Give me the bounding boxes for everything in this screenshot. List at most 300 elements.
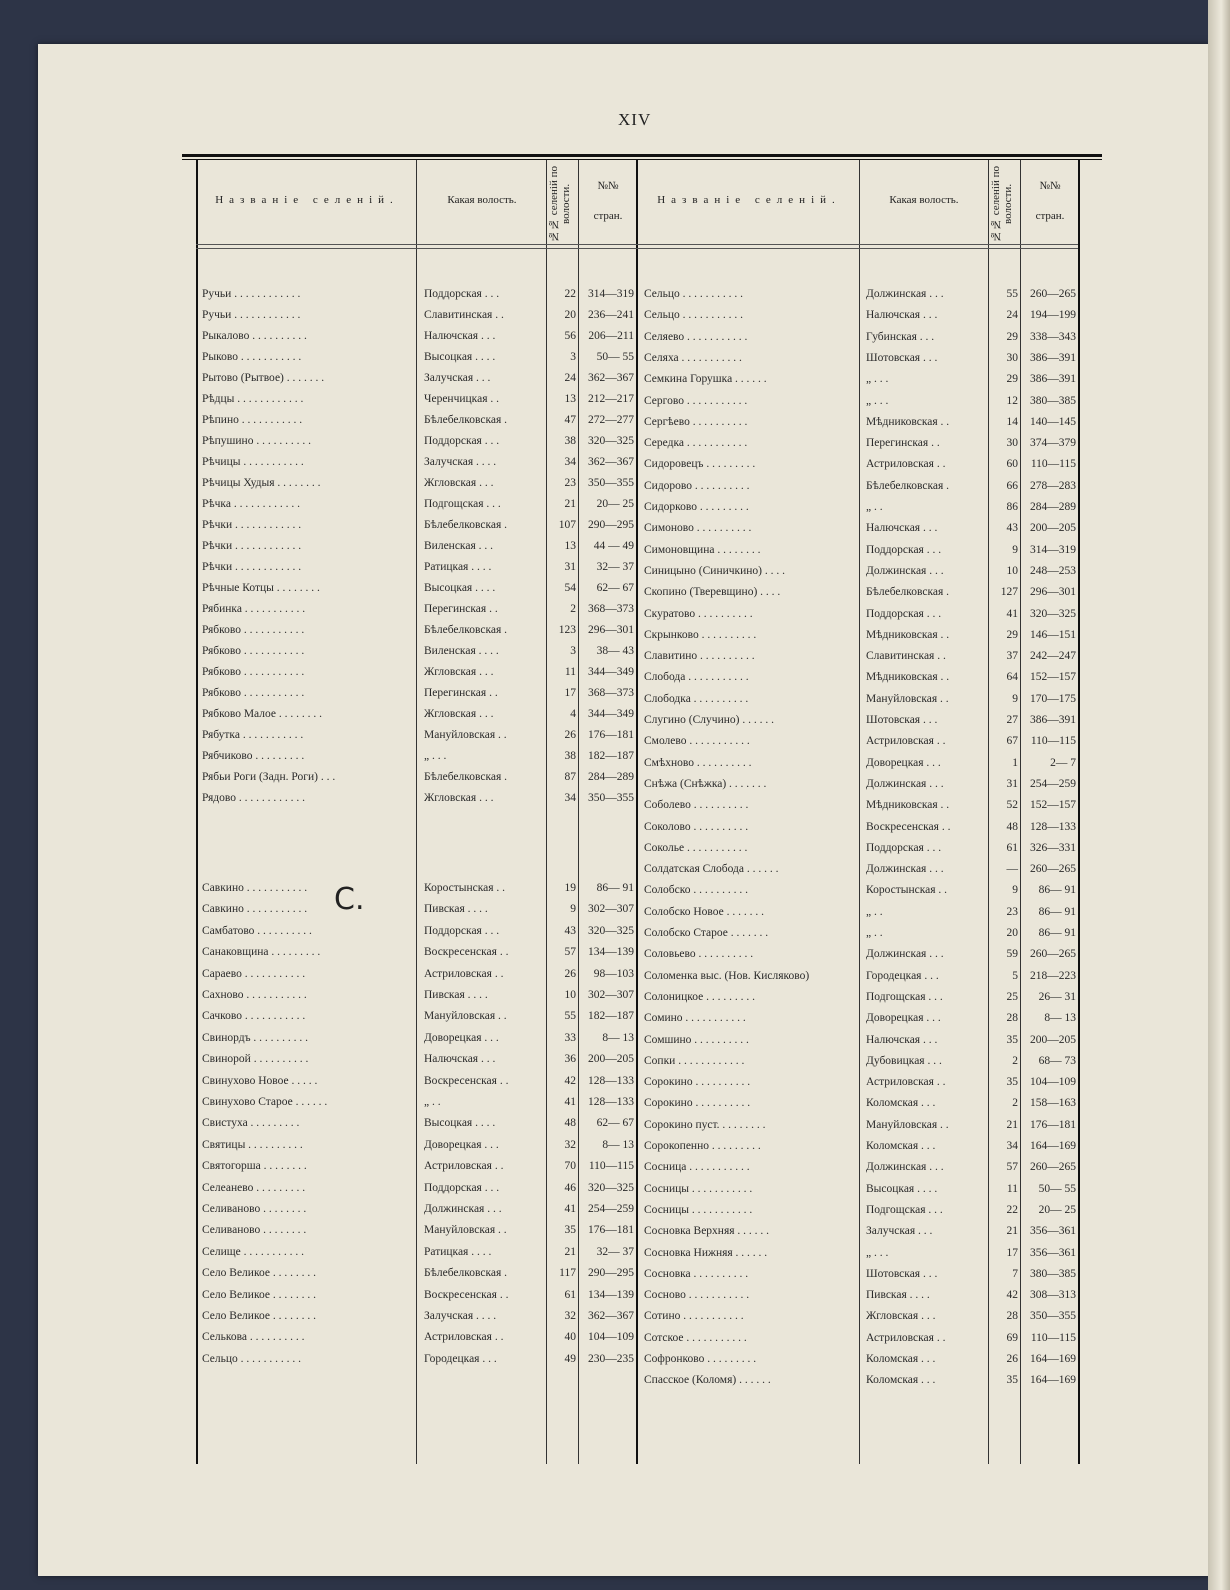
volost-name: Перегинская . .	[866, 437, 940, 450]
header-rule-2	[196, 248, 1078, 249]
volost-name: Жгловская . . .	[424, 708, 494, 720]
village-number: 31	[564, 561, 576, 573]
village-name: Семкина Горушка . . . . . .	[644, 373, 767, 386]
page-range: 86— 91	[1038, 905, 1076, 918]
village-number: 1	[1012, 756, 1018, 769]
village-name: Село Великое . . . . . . . .	[202, 1288, 316, 1301]
table-row	[198, 899, 634, 919]
village-name: Рытово (Рытвое) . . . . . . .	[202, 372, 325, 384]
column-divider-middle	[636, 160, 638, 1464]
village-number: 35	[1006, 1374, 1018, 1387]
volost-name: Ратицкая . . . .	[424, 561, 492, 573]
village-name: Рыкалово . . . . . . . . . .	[202, 330, 307, 342]
village-number: 46	[564, 1181, 576, 1194]
village-number: 38	[564, 750, 576, 762]
table-row	[198, 878, 634, 898]
village-number: 42	[564, 1074, 576, 1087]
village-number: 87	[564, 771, 576, 783]
page-range: 254—259	[1030, 777, 1076, 790]
village-name: Свинухово Старое . . . . . .	[202, 1096, 328, 1108]
village-number: 34	[564, 456, 576, 468]
village-name: Сосново . . . . . . . . . . .	[644, 1289, 750, 1302]
page-range: 200—205	[1030, 522, 1076, 535]
page-range: 20— 25	[1038, 1203, 1076, 1216]
volost-name: Мануйловская . .	[866, 1118, 949, 1131]
table-row	[198, 788, 634, 808]
village-number: 20	[564, 309, 576, 321]
village-name: Сопки . . . . . . . . . . . .	[644, 1054, 745, 1067]
volost-name: Астриловская . .	[424, 1160, 504, 1173]
village-name: Сорокино . . . . . . . . . .	[644, 1076, 751, 1089]
village-number: 107	[558, 519, 576, 531]
village-number: 30	[1006, 351, 1018, 364]
table-row	[198, 942, 634, 962]
village-name: Рѣчки . . . . . . . . . . . .	[202, 540, 302, 552]
village-number: 32	[564, 1138, 576, 1151]
village-name: Сидорово . . . . . . . . . .	[644, 479, 750, 492]
table-row	[640, 284, 1076, 304]
table-row	[198, 1199, 634, 1219]
table-row	[198, 347, 634, 367]
village-number: 12	[1006, 394, 1018, 407]
volost-name: „ . .	[866, 927, 883, 939]
page-range: 254—259	[588, 1203, 634, 1215]
table-row	[198, 1113, 634, 1133]
village-number: 21	[1006, 1118, 1018, 1131]
table-row	[198, 431, 634, 451]
page-range: 110—115	[1030, 458, 1076, 471]
village-name: Снѣжа (Снѣжка) . . . . . . .	[644, 777, 767, 790]
village-name: Сельцо . . . . . . . . . . .	[644, 309, 744, 322]
page-range: 320—325	[588, 924, 634, 937]
page-range: 86— 91	[1038, 927, 1076, 939]
page-range: 20— 25	[596, 498, 634, 510]
volost-name: Поддорская . . .	[424, 1181, 500, 1194]
village-name: Сосница . . . . . . . . . . .	[644, 1161, 750, 1174]
village-name: Скуратово . . . . . . . . . .	[644, 607, 753, 620]
volost-name: Шотовская . . .	[866, 714, 938, 726]
village-name: Свистуха . . . . . . . . .	[202, 1117, 300, 1130]
village-number: 35	[1006, 1076, 1018, 1089]
table-row	[640, 1285, 1076, 1305]
village-name: Святицы . . . . . . . . . .	[202, 1138, 303, 1151]
table-row	[198, 368, 634, 388]
village-name: Самбатово . . . . . . . . . .	[202, 924, 312, 937]
page-range: 386—391	[1030, 714, 1076, 726]
volost-name: Пивская . . . .	[424, 989, 488, 1001]
volost-name: Должинская . . .	[866, 863, 944, 876]
volost-name: Поддорская . . .	[424, 288, 500, 300]
page-range: 350—355	[1030, 1310, 1076, 1323]
volost-name: Налючская . . .	[866, 1033, 938, 1046]
header-name-right: Названіе селеній.	[657, 194, 841, 206]
volost-name: Жгловская . . .	[424, 477, 494, 489]
village-number: 9	[1012, 543, 1018, 556]
village-name: Рѣчки . . . . . . . . . . . .	[202, 561, 302, 573]
volost-name: Налючская . . .	[424, 330, 496, 342]
page-range: 350—355	[588, 477, 634, 489]
page-range: 98—103	[593, 967, 634, 980]
village-name: Сосницы . . . . . . . . . . .	[644, 1203, 753, 1216]
village-number: 17	[564, 687, 576, 699]
village-name: Рѣдцы . . . . . . . . . . . .	[202, 393, 304, 405]
table-row	[198, 284, 634, 304]
village-name: Соколово . . . . . . . . . .	[644, 820, 749, 833]
table-row	[198, 1156, 634, 1176]
table-row	[198, 494, 634, 514]
header-volost-right: Какая волость.	[889, 194, 959, 206]
village-number: 123	[558, 624, 576, 636]
table-row	[198, 1285, 634, 1305]
table-row	[640, 795, 1076, 815]
page-range: 356—361	[1030, 1225, 1076, 1238]
village-name: Рѣчка . . . . . . . . . . . .	[202, 498, 300, 510]
village-name: Соколье . . . . . . . . . . .	[644, 841, 748, 854]
village-name: Сахново . . . . . . . . . . .	[202, 989, 307, 1001]
table-row	[640, 391, 1076, 411]
village-name: Рѣчицы . . . . . . . . . . .	[202, 456, 304, 468]
table-row	[640, 667, 1076, 687]
page-range: 164—169	[1030, 1140, 1076, 1152]
village-number: 26	[564, 729, 576, 741]
page-range: 110—115	[1030, 735, 1076, 748]
village-number: 9	[1012, 884, 1018, 897]
page-range: 362—367	[588, 456, 634, 468]
table-row	[198, 578, 634, 598]
village-name: Рябинка . . . . . . . . . . .	[202, 603, 306, 615]
page-range: 320—325	[1030, 607, 1076, 620]
village-number: 4	[570, 708, 576, 720]
village-number: 26	[1006, 1353, 1018, 1365]
village-name: Скопино (Тверевщино) . . . .	[644, 586, 781, 599]
village-number: 70	[564, 1160, 576, 1173]
village-name: Рябково . . . . . . . . . . .	[202, 666, 305, 678]
village-name: Рѣпино . . . . . . . . . . .	[202, 414, 303, 426]
volost-name: Подгощская . . .	[866, 1203, 943, 1216]
village-number: 55	[564, 1010, 576, 1023]
volost-name: Мануйловская . .	[424, 1010, 507, 1023]
table-row	[640, 1200, 1076, 1220]
page-range: 176—181	[588, 1224, 634, 1237]
page-range: 50— 55	[596, 351, 634, 363]
village-name: Сорокино пуст. . . . . . . . .	[644, 1118, 766, 1131]
village-number: 34	[1006, 1140, 1018, 1152]
table-row	[640, 1115, 1076, 1135]
page-range: 62— 67	[596, 582, 634, 594]
volost-name: Налючская . . .	[866, 309, 938, 322]
section-letter: С.	[334, 882, 365, 917]
village-name: Сараево . . . . . . . . . . .	[202, 967, 306, 980]
page-range: 128—133	[588, 1096, 634, 1108]
village-number: 41	[564, 1096, 576, 1108]
table-row	[640, 561, 1076, 581]
village-name: Селяха . . . . . . . . . . .	[644, 351, 742, 364]
table-row	[640, 944, 1076, 964]
table-row	[198, 641, 634, 661]
page-range: 326—331	[1030, 841, 1076, 854]
volost-name: Астриловская . .	[866, 458, 946, 471]
page-range: 140—145	[1030, 415, 1076, 428]
volost-name: Мануйловская . .	[424, 1224, 507, 1237]
volost-name: Перегинская . .	[424, 603, 498, 615]
village-number: —	[1006, 863, 1018, 876]
village-number: 66	[1006, 479, 1018, 492]
table-row	[198, 1135, 634, 1155]
page-range: 182—187	[588, 1010, 634, 1023]
volost-name: Доворецкая . . .	[424, 1031, 499, 1044]
village-name: Софронково . . . . . . . . .	[644, 1353, 757, 1365]
page-range: 284—289	[588, 771, 634, 783]
village-number: 57	[564, 946, 576, 959]
village-name: Соболево . . . . . . . . . .	[644, 799, 749, 812]
village-name: Рябчиково . . . . . . . . .	[202, 750, 305, 762]
page-range: 194—199	[1030, 309, 1076, 322]
volost-name: Мѣдниковская . .	[866, 628, 950, 641]
table-row	[640, 923, 1076, 943]
volost-name: Залучская . . . .	[424, 1310, 497, 1322]
page-range: 314—319	[1030, 543, 1076, 556]
page-range: 8— 13	[602, 1031, 634, 1044]
volost-name: Астриловская . .	[866, 1076, 946, 1089]
table-row	[198, 1092, 634, 1112]
village-name: Сорокопенно . . . . . . . . .	[644, 1140, 761, 1152]
page-range: 2— 7	[1050, 756, 1076, 769]
page-range: 308—313	[1030, 1289, 1076, 1302]
table-row	[640, 305, 1076, 325]
village-name: Селяево . . . . . . . . . . .	[644, 330, 748, 343]
village-number: 43	[1006, 522, 1018, 535]
village-number: 37	[1006, 650, 1018, 663]
village-number: 11	[564, 666, 576, 678]
village-name: Рябьи Роги (Задн. Роги) . . .	[202, 771, 336, 783]
village-name: Святогорша . . . . . . . .	[202, 1160, 307, 1173]
table-row	[640, 966, 1076, 986]
volost-name: Залучская . . .	[866, 1225, 933, 1238]
table-row	[198, 473, 634, 493]
page-range: 110—115	[588, 1160, 634, 1173]
page-range: 152—157	[1030, 799, 1076, 812]
page-number: XIV	[618, 110, 652, 129]
header-pages-top: №№	[597, 180, 619, 192]
village-name: Сотино . . . . . . . . . . .	[644, 1310, 744, 1323]
volost-name: Жгловская . . .	[424, 792, 494, 804]
village-name: Рѣчки . . . . . . . . . . . .	[202, 519, 302, 531]
table-row	[640, 454, 1076, 474]
page-range: 380—385	[1030, 1267, 1076, 1280]
village-name: Солобско Старое . . . . . . .	[644, 927, 769, 939]
page-range: 338—343	[1030, 330, 1076, 343]
table-row	[640, 1370, 1076, 1390]
page-range: 374—379	[1030, 437, 1076, 450]
village-name: Слугино (Случино) . . . . . .	[644, 714, 774, 726]
page-range: 314—319	[588, 288, 634, 300]
table-row	[640, 753, 1076, 773]
volost-name: „ . . .	[866, 373, 889, 386]
page-range: 284—289	[1030, 501, 1076, 513]
page-range: 86— 91	[596, 882, 634, 894]
volost-name: Доворецкая . . .	[866, 1012, 941, 1025]
village-number: 35	[1006, 1033, 1018, 1046]
volost-name: Коломская . . .	[866, 1374, 936, 1387]
village-name: Симоновщина . . . . . . . .	[644, 543, 761, 556]
header-volost: Какая волость.	[447, 194, 517, 206]
village-name: Рябково . . . . . . . . . . .	[202, 645, 305, 657]
table-row	[198, 1242, 634, 1262]
page-range: 386—391	[1030, 351, 1076, 364]
volost-name: Подгощская . . .	[424, 498, 501, 510]
volost-name: Залучская . . . .	[424, 456, 497, 468]
page-range: 134—139	[588, 1288, 634, 1301]
volost-name: Поддорская . . .	[866, 543, 942, 556]
village-name: Ручьи . . . . . . . . . . . .	[202, 309, 301, 321]
volost-name: Бѣлебелковская .	[866, 586, 950, 599]
village-number: 23	[564, 477, 576, 489]
page-range: 128—133	[588, 1074, 634, 1087]
village-number: 22	[564, 288, 576, 300]
village-number: 26	[564, 967, 576, 980]
page-range: 32— 37	[596, 561, 634, 573]
village-name: Солобско Новое . . . . . . .	[644, 905, 764, 918]
volost-name: „ . . .	[866, 1246, 889, 1259]
table-row	[640, 476, 1076, 496]
table-row	[640, 817, 1076, 837]
village-name: Село Великое . . . . . . . .	[202, 1310, 316, 1322]
page-range: 296—301	[1030, 586, 1076, 599]
village-name: Савкино . . . . . . . . . . .	[202, 903, 308, 916]
table-row	[198, 683, 634, 703]
table-row	[640, 838, 1076, 858]
page-range: 182—187	[588, 750, 634, 762]
top-rule-thin	[182, 159, 1102, 160]
village-name: Сотское . . . . . . . . . . .	[644, 1331, 747, 1344]
volost-name: Коростынская . .	[424, 882, 506, 894]
table-row	[640, 433, 1076, 453]
table-row	[198, 921, 634, 941]
village-number: 56	[564, 330, 576, 342]
volost-name: Поддорская . . .	[866, 841, 942, 854]
table-row	[198, 452, 634, 472]
village-number: 48	[564, 1117, 576, 1130]
volost-name: Бѣлебелковская .	[424, 519, 508, 531]
table-row	[198, 1327, 634, 1347]
table-row	[198, 964, 634, 984]
volost-name: Коломская . . .	[866, 1353, 936, 1365]
volost-name: Воскресенская . .	[866, 820, 951, 833]
volost-name: Астриловская . .	[866, 735, 946, 748]
volost-name: Виленская . . . .	[424, 645, 499, 657]
table-row	[198, 305, 634, 325]
village-number: 25	[1006, 990, 1018, 1003]
table-row	[640, 518, 1076, 538]
village-number: 117	[559, 1267, 576, 1280]
volost-name: Астриловская . .	[424, 967, 504, 980]
page-range: 230—235	[588, 1352, 634, 1365]
page-range: 128—133	[1030, 820, 1076, 833]
page-range: 110—115	[1030, 1331, 1076, 1344]
page-range: 260—265	[1030, 863, 1076, 876]
page-range: 320—325	[588, 435, 634, 447]
volost-name: Коломская . . .	[866, 1140, 936, 1152]
page-range: 272—277	[588, 414, 634, 426]
table-row	[640, 1349, 1076, 1369]
village-name: Рыково . . . . . . . . . . .	[202, 351, 302, 363]
village-name: Скрынково . . . . . . . . . .	[644, 628, 757, 641]
volost-name: Бѣлебелковская .	[424, 1267, 508, 1280]
page-range: 278—283	[1030, 479, 1076, 492]
table-row	[640, 710, 1076, 730]
village-number: 23	[1006, 905, 1018, 918]
village-number: 29	[1006, 373, 1018, 386]
village-number: 2	[1012, 1097, 1018, 1110]
volost-name: Губинская . . .	[866, 330, 935, 343]
village-number: 14	[1006, 415, 1018, 428]
village-number: 55	[1006, 288, 1018, 300]
volost-name: Воскресенская . .	[424, 946, 509, 959]
page-range: 344—349	[588, 708, 634, 720]
header-pages-bottom-right: стран.	[1035, 210, 1065, 222]
page-range: 146—151	[1030, 628, 1076, 641]
volost-name: Воскресенская . .	[424, 1074, 509, 1087]
village-number: 24	[564, 372, 576, 384]
village-name: Свинухово Новое . . . . .	[202, 1074, 318, 1087]
header-num-right: №№ селеній по волости.	[990, 166, 1014, 242]
header-name: Названіе селеній.	[215, 194, 399, 206]
village-name: Синицыно (Синичкино) . . . .	[644, 564, 786, 577]
village-number: 10	[1006, 564, 1018, 577]
village-name: Слобода . . . . . . . . . . .	[644, 671, 749, 684]
village-number: 29	[1006, 330, 1018, 343]
village-name: Савкино . . . . . . . . . . .	[202, 882, 308, 894]
table-row	[198, 1178, 634, 1198]
volost-name: „ . .	[424, 1096, 441, 1108]
table-row	[198, 1306, 634, 1326]
village-name: Сидорково . . . . . . . . .	[644, 501, 749, 513]
page-range: 302—307	[588, 989, 634, 1001]
table-row	[640, 859, 1076, 879]
page-range: 62— 67	[596, 1117, 634, 1130]
table-row	[198, 410, 634, 430]
page-range: 260—265	[1030, 288, 1076, 300]
village-name: Селиваново . . . . . . . .	[202, 1224, 307, 1237]
table-row	[198, 326, 634, 346]
table-row	[640, 902, 1076, 922]
village-number: 86	[1006, 501, 1018, 513]
village-number: 20	[1006, 927, 1018, 939]
table-row	[198, 1349, 634, 1369]
village-number: 48	[1006, 820, 1018, 833]
volost-name: Пивская . . . .	[424, 903, 488, 916]
village-name: Смѣхново . . . . . . . . . .	[644, 756, 752, 769]
page-range: 320—325	[588, 1181, 634, 1194]
village-number: 22	[1006, 1203, 1018, 1216]
village-number: 47	[564, 414, 576, 426]
village-name: Селькова . . . . . . . . . .	[202, 1331, 305, 1344]
village-name: Свинорой . . . . . . . . . .	[202, 1053, 309, 1066]
volost-name: Налючская . . .	[424, 1053, 496, 1066]
village-name: Селиваново . . . . . . . .	[202, 1203, 307, 1215]
table-row	[640, 582, 1076, 602]
volost-name: „ . . .	[424, 750, 447, 762]
page-range: 242—247	[1030, 650, 1076, 663]
volost-name: „ . . .	[866, 394, 889, 407]
village-name: Рѣпушино . . . . . . . . . .	[202, 435, 311, 447]
page-range: 26— 31	[1038, 990, 1076, 1003]
village-number: 3	[570, 351, 576, 363]
table-row	[198, 1220, 634, 1240]
volost-name: Мануйловская . .	[424, 729, 507, 741]
village-number: 31	[1006, 777, 1018, 790]
volost-name: Астриловская . .	[866, 1331, 946, 1344]
